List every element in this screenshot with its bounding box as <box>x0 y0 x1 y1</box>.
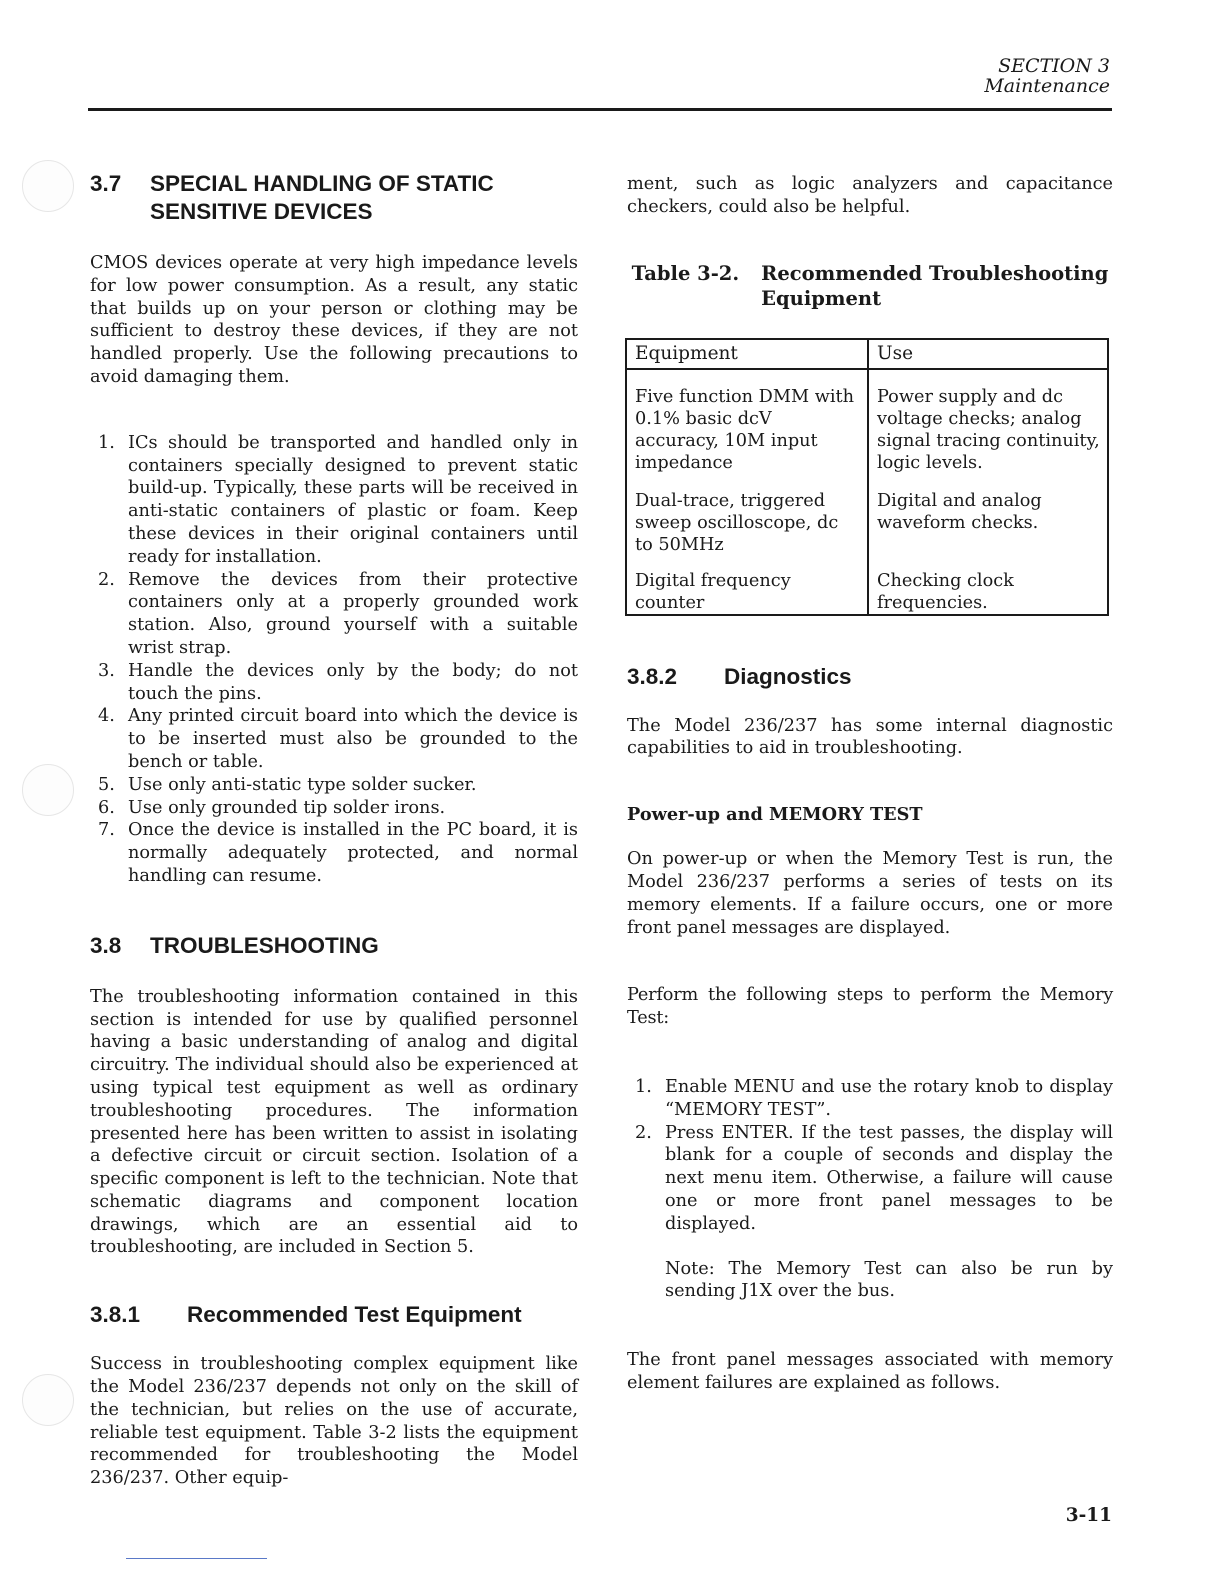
heading-title: TROUBLESHOOTING <box>150 932 379 958</box>
static-precautions-list <box>90 432 578 888</box>
memory-test-note: Note: The Memory Test can also be run by sending J1X over the bus. <box>665 1258 1113 1302</box>
equipment-cell: Five function DMM with 0.1% basic dcV accuracy, 10M input impedance <box>626 369 868 474</box>
table-row <box>626 369 1108 474</box>
list-item-text: Remove the devices from their protective containers only at a properly grounded work station. Also, ground yourself with a suitable wrist strap. <box>128 569 578 658</box>
heading-3-8-1 <box>90 1301 578 1329</box>
heading-3-7 <box>90 170 578 226</box>
memory-test-paragraph: On power-up or when the Memory Test is run, the Model 236/237 performs a series of tests on its memory elements. If a failure occurs, one or more front panel messages are displayed. <box>627 849 1113 938</box>
binder-hole-top <box>22 160 74 212</box>
equipment-cell: Digital frequency counter <box>626 556 868 615</box>
heading-title: Diagnostics <box>724 663 852 689</box>
troubleshooting-paragraph: The troubleshooting information contained in this section is intended for use by qualified personnel having a basic understanding of analog and digital circuitry. The individual should also be experienced at using typical test equipment as well as ordinary troubleshooting procedures. The information presented here has been written to assist in isolating a defective circuit or circuit section. Isolation of a specific component is left to the technician. Note that schematic diagrams and component location drawings, which are an essential aid to troubleshooting, are included in Section 5. <box>90 986 578 1258</box>
heading-title <box>150 170 494 226</box>
list-item <box>90 705 578 773</box>
heading-number: 3.7 <box>90 171 122 196</box>
list-item <box>90 774 578 797</box>
list-item <box>90 819 578 887</box>
memory-test-steps-intro: Perform the following steps to perform the Memory Test: <box>627 985 1113 1029</box>
list-item-number: 5. <box>98 774 115 795</box>
memory-test-steps-list <box>627 1076 1113 1236</box>
table-title <box>761 261 1108 311</box>
heading-number: 3.8.2 <box>627 663 678 689</box>
header-rule <box>88 108 1112 111</box>
table-caption <box>627 261 1113 311</box>
list-item <box>627 1122 1113 1236</box>
list-item-text: Use only anti-static type solder sucker. <box>128 774 477 795</box>
list-item-text: Press ENTER. If the test passes, the display will blank for a couple of seconds and display the next menu item. Otherwise, a failure will cause one or more front panel messages to be displayed. <box>665 1122 1113 1234</box>
column-header-equipment: Equipment <box>626 339 868 369</box>
table-row <box>626 556 1108 615</box>
list-item-number: 3. <box>98 660 115 681</box>
header-title: Maintenance <box>984 75 1110 97</box>
table-title-line-2: Equipment <box>761 286 882 310</box>
list-item-text: Use only grounded tip solder irons. <box>128 797 446 818</box>
list-item-text: Any printed circuit board into which the device is to be inserted must also be grounded to the bench or table. <box>128 706 578 772</box>
use-cell: Checking clock frequencies. <box>868 556 1108 615</box>
list-item-number: 6. <box>98 797 115 818</box>
heading-title-line-2: SENSITIVE DEVICES <box>150 199 373 224</box>
heading-title-line-1: SPECIAL HANDLING OF STATIC <box>150 171 494 196</box>
list-item-text: Once the device is installed in the PC board, it is normally adequately protected, and normal handling can resume. <box>128 820 578 886</box>
table-row <box>626 474 1108 556</box>
list-item <box>90 660 578 706</box>
table-title-line-1: Recommended Troubleshooting <box>761 261 1109 285</box>
memory-test-subheading: Power-up and MEMORY TEST <box>627 804 923 826</box>
binder-hole-middle <box>22 764 74 816</box>
list-item-number: 2. <box>635 1122 652 1143</box>
heading-number: 3.8.1 <box>90 1302 141 1328</box>
equipment-table <box>625 338 1109 616</box>
right-column <box>627 173 1113 1395</box>
header-section: SECTION 3 <box>998 55 1110 77</box>
list-item <box>627 1076 1113 1122</box>
binder-hole-bottom <box>22 1374 74 1426</box>
list-item <box>90 797 578 820</box>
use-cell: Digital and analog waveform checks. <box>868 474 1108 556</box>
heading-3-8-2 <box>627 663 1113 691</box>
bottom-edge-line <box>126 1558 267 1559</box>
list-item <box>90 432 578 569</box>
heading-number: 3.8 <box>90 932 122 958</box>
page-number: 3-11 <box>1065 1505 1112 1526</box>
list-item-number: 1. <box>98 432 115 453</box>
table-label: Table 3-2. <box>631 261 740 285</box>
list-item-text: Handle the devices only by the body; do not touch the pins. <box>128 660 578 704</box>
running-header <box>984 56 1110 96</box>
list-item-number: 1. <box>635 1076 652 1097</box>
table-header-row <box>626 339 1108 369</box>
diagnostics-paragraph: The Model 236/237 has some internal diagnostic capabilities to aid in troubleshooting. <box>627 715 1113 759</box>
static-intro-paragraph: CMOS devices operate at very high impedance levels for low power consumption. As a result, any static that builds up on your person or clothing may be sufficient to destroy these devices, if they are not handled properly. Use the following precautions to avoid damaging them. <box>90 253 578 387</box>
list-item-text: ICs should be transported and handled only in containers specially designed to prevent static build-up. Typically, these parts will be received in anti-static containers of plastic or foam. Keep these devices in their original containers until ready for installation. <box>128 432 578 567</box>
heading-3-8 <box>90 932 578 960</box>
test-equipment-paragraph: Success in troubleshooting complex equipment like the Model 236/237 depends not only on the skill of the technician, but relies on the use of accurate, reliable test equipment. Table 3-2 lists the equipment recommended for troubleshooting the Model 236/237. Other equip- <box>90 1354 578 1489</box>
list-item-number: 7. <box>98 820 115 841</box>
list-item-text: Enable MENU and use the rotary knob to display “MEMORY TEST”. <box>665 1076 1113 1120</box>
column-header-use: Use <box>868 339 1108 369</box>
heading-title: Recommended Test Equipment <box>187 1302 522 1328</box>
list-item-number: 4. <box>98 706 115 727</box>
front-panel-messages-paragraph: The front panel messages associated with memory element failures are explained as follows. <box>627 1350 1113 1393</box>
test-equipment-paragraph-continued: ment, such as logic analyzers and capacitance checkers, could also be helpful. <box>627 174 1113 217</box>
list-item-number: 2. <box>98 569 115 590</box>
use-cell: Power supply and dc voltage checks; analog signal tracing continuity, logic levels. <box>868 369 1108 474</box>
list-item <box>90 569 578 660</box>
equipment-cell: Dual-trace, triggered sweep oscilloscope, dc to 50MHz <box>626 474 868 556</box>
left-column <box>90 170 578 1490</box>
